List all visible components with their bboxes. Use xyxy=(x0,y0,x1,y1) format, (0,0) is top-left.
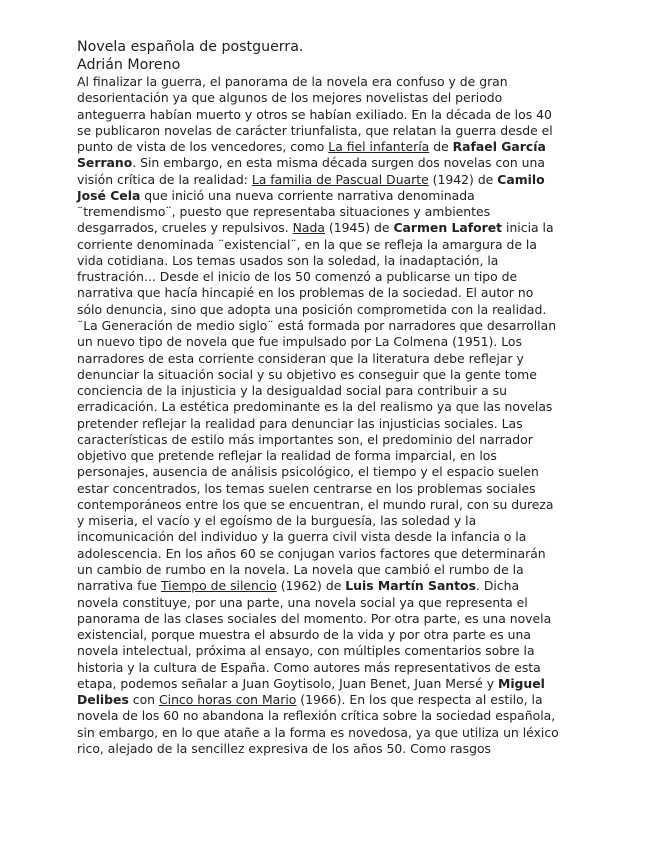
text-run: estar concentrados, los temas suelen centrarse en los problemas sociales xyxy=(77,480,536,496)
book-title: Cinco horas con Mario xyxy=(158,692,297,708)
body-line xyxy=(77,416,583,432)
document-body xyxy=(77,74,583,757)
text-run: adolescencia. En los años 60 se conjugan varios factores que determinarán xyxy=(77,545,546,561)
text-run: características de estilo más importantes son, el predominio del narrador xyxy=(77,431,533,447)
body-line xyxy=(77,741,583,757)
body-line xyxy=(77,708,583,724)
body-line xyxy=(77,497,583,513)
text-run: desorientación ya que algunos de los mejores novelistas del periodo xyxy=(77,90,503,106)
text-run: novela intelectual, próxima al ensayo, con múltiples comentarios sobre la xyxy=(77,643,535,659)
book-title: Tiempo de silencio xyxy=(160,578,277,594)
body-line xyxy=(77,643,583,659)
body-line xyxy=(77,481,583,497)
body-line xyxy=(77,318,583,334)
text-run: se publicaron novelas de carácter triunfalista, que relatan la guerra desde el xyxy=(77,122,553,138)
body-line xyxy=(77,188,583,204)
text-run: (1962) de xyxy=(276,578,346,594)
body-line xyxy=(77,432,583,448)
body-line xyxy=(77,660,583,676)
author-name: Miguel xyxy=(497,675,545,691)
body-line xyxy=(77,155,583,171)
text-run: punto de vista de los vencedores, como xyxy=(77,139,329,155)
text-run: denunciar la situación social y su objetivo es conseguir que la gente tome xyxy=(77,366,537,382)
text-run: erradicación. La estética predominante es la del realismo ya que las novelas xyxy=(77,399,553,415)
book-title: La familia de Pascual Duarte xyxy=(251,171,429,187)
body-line xyxy=(77,595,583,611)
text-run: ¨La Generación de medio siglo¨ está formada por narradores que desarrollan xyxy=(77,317,557,333)
body-line xyxy=(77,676,583,692)
body-line xyxy=(77,285,583,301)
body-line xyxy=(77,172,583,188)
text-run: . Dicha xyxy=(475,578,520,594)
body-line xyxy=(77,334,583,350)
body-line xyxy=(77,302,583,318)
author-name: Luis Martín Santos xyxy=(345,578,476,594)
author-name: Rafael García xyxy=(452,139,546,155)
text-run: desgarrados, crueles y repulsivos. xyxy=(77,220,293,236)
body-line xyxy=(77,464,583,480)
document-page xyxy=(77,38,583,757)
body-line xyxy=(77,74,583,90)
text-run: novela de los 60 no abandona la reflexión crítica sobre la sociedad española, xyxy=(77,708,556,724)
body-line xyxy=(77,725,583,741)
author-name: José Cela xyxy=(77,187,141,203)
text-run: novela constituye, por una parte, una novela social ya que representa el xyxy=(77,594,528,610)
body-line xyxy=(77,611,583,627)
body-line xyxy=(77,562,583,578)
text-run: anteguerra habían muerto y otros se habían exiliado. En la década de los 40 xyxy=(77,106,552,122)
body-line xyxy=(77,529,583,545)
text-run: con xyxy=(128,692,159,708)
body-line xyxy=(77,448,583,464)
text-run: sin embargo, en lo que atañe a la forma es novedosa, ya que utiliza un léxico xyxy=(77,724,559,740)
body-line xyxy=(77,139,583,155)
text-run: inicia la xyxy=(502,220,554,236)
body-line xyxy=(77,90,583,106)
body-line xyxy=(77,692,583,708)
body-line xyxy=(77,399,583,415)
body-line xyxy=(77,220,583,236)
text-run: un cambio de rumbo en la novela. La novela que cambió el rumbo de la xyxy=(77,561,524,577)
document-author: Adrián Moreno xyxy=(77,57,181,73)
text-run: vida cotidiana. Los temas usados son la soledad, la inadaptación, la xyxy=(77,252,499,268)
text-run: narradores de esta corriente consideran que la literatura debe reflejar y xyxy=(77,350,524,366)
text-run: existencial, porque muestra el absurdo de la vida y por otra parte es una xyxy=(77,627,531,643)
text-run: panorama de las clases sociales del momento. Por otra parte, es una novela xyxy=(77,610,552,626)
text-run: (1942) de xyxy=(428,171,498,187)
book-title: Nada xyxy=(292,220,325,236)
text-run: sólo denuncia, sino que adopta una posición comprometida con la realidad. xyxy=(77,301,547,317)
text-run: personajes, ausencia de análisis psicológico, el tiempo y el espacio suelen xyxy=(77,464,539,480)
body-line xyxy=(77,237,583,253)
body-line xyxy=(77,253,583,269)
text-run: ¨tremendismo¨, puesto que representaba situaciones y ambientes xyxy=(77,204,491,220)
body-line xyxy=(77,351,583,367)
body-line xyxy=(77,367,583,383)
text-run: (1945) de xyxy=(324,220,394,236)
body-line xyxy=(77,123,583,139)
text-run: (1966). En los que respecta al estilo, la xyxy=(296,692,543,708)
author-name: Delibes xyxy=(77,692,129,708)
text-run: Al finalizar la guerra, el panorama de la novela era confuso y de gran xyxy=(77,74,508,89)
text-run: conciencia de la injusticia y la desigualdad social para contribuir a su xyxy=(77,383,507,399)
body-line xyxy=(77,546,583,562)
text-run: de xyxy=(429,139,453,155)
author-name: Carmen Laforet xyxy=(393,220,503,236)
body-line xyxy=(77,383,583,399)
text-run: . Sin embargo, en esta misma década surgen dos novelas con una xyxy=(132,155,545,171)
text-run: y miseria, el vacío y el egoísmo de la burguesía, las soledad y la xyxy=(77,513,477,529)
text-run: un nuevo tipo de novela que fue impulsado por La Colmena (1951). Los xyxy=(77,334,522,350)
body-line xyxy=(77,627,583,643)
text-run: historia y la cultura de España. Como autores más representativos de esta xyxy=(77,659,541,675)
text-run: frustración... Desde el inicio de los 50 comenzó a publicarse un tipo de xyxy=(77,269,518,285)
body-line xyxy=(77,269,583,285)
text-run: objetivo que pretende reflejar la realidad de forma imparcial, en los xyxy=(77,448,497,464)
text-run: pretender reflejar la realidad para denunciar las injusticias sociales. Las xyxy=(77,415,523,431)
text-run: rico, alejado de la sencillez expresiva de los años 50. Como rasgos xyxy=(77,740,492,756)
author-name: Serrano xyxy=(77,155,133,171)
author-name: Camilo xyxy=(497,171,545,187)
text-run: narrativa que hacía hincapié en los problemas de la sociedad. El autor no xyxy=(77,285,534,301)
document-title: Novela española de postguerra. xyxy=(77,39,304,55)
body-line xyxy=(77,578,583,594)
text-run: que inició una nueva corriente narrativa denominada xyxy=(140,187,475,203)
text-run: etapa, podemos señalar a Juan Goytisolo, Juan Benet, Juan Mersé y xyxy=(77,675,498,691)
body-line xyxy=(77,513,583,529)
book-title: La fiel infantería xyxy=(328,139,430,155)
text-run: incomunicación del individuo y la guerra civil vista desde la infancia o la xyxy=(77,529,527,545)
body-line xyxy=(77,204,583,220)
text-run: corriente denominada ¨existencial¨, en la que se refleja la amargura de la xyxy=(77,236,537,252)
body-line xyxy=(77,107,583,123)
text-run: visión crítica de la realidad: xyxy=(77,171,252,187)
text-run: narrativa fue xyxy=(77,578,161,594)
text-run: contemporáneos entre los que se encuentran, el mundo rural, con su dureza xyxy=(77,496,554,512)
